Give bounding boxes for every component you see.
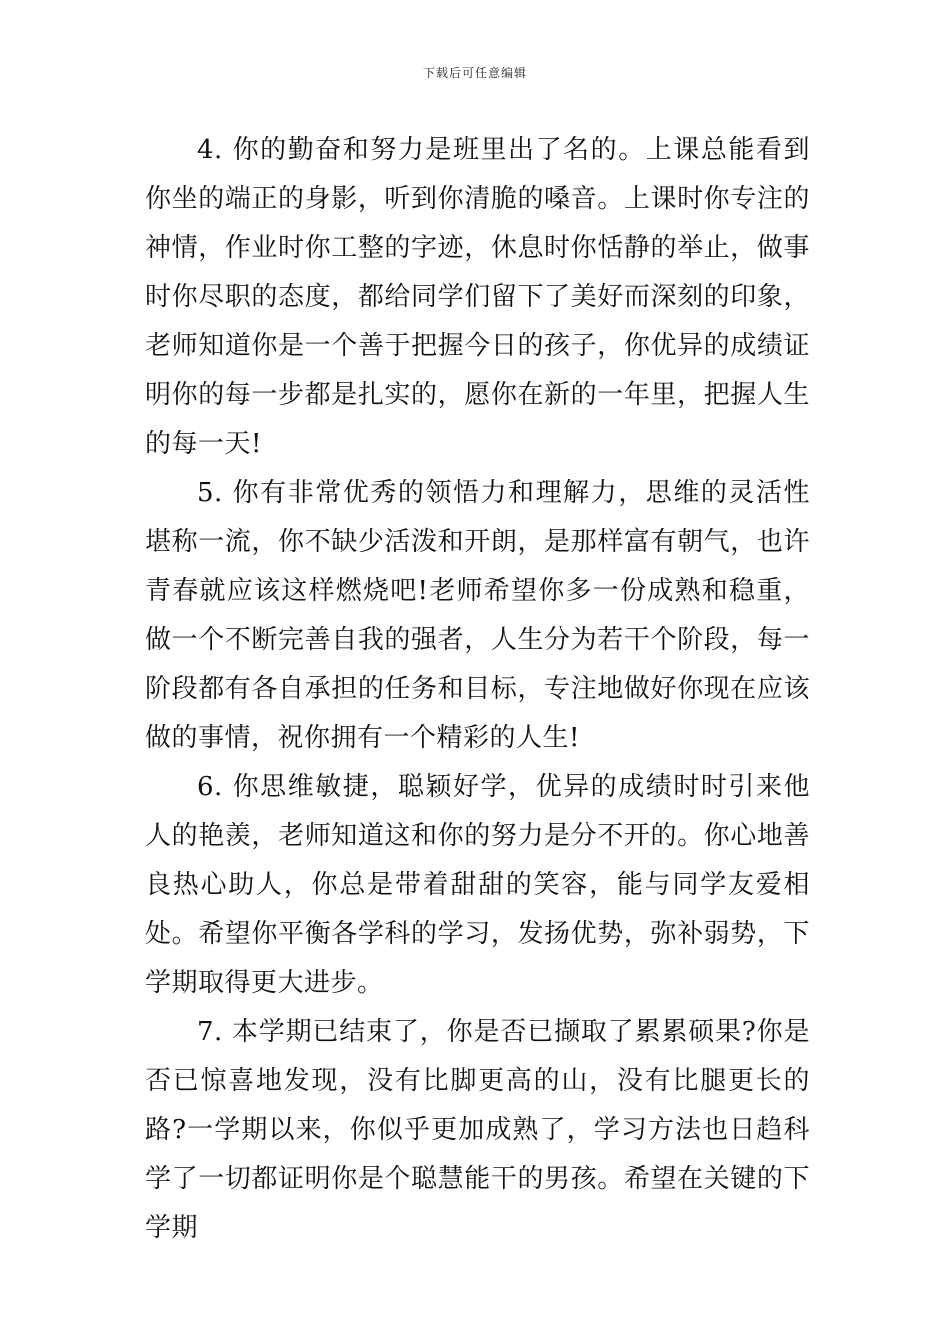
- document-body: [145, 126, 810, 1253]
- header-note: 下载后可任意编辑: [422, 66, 527, 80]
- paragraph-4: 4. 你的勤奋和努力是班里出了名的。上课总能看到你坐的端正的身影，听到你清脆的嗓音。上课时你专注的神情，作业时你工整的字迹，休息时你恬静的举止，做事时你尽职的态度，都给同学们留下了美好而深刻的印象，老师知道你是一个善于把握今日的孩子，你优异的成绩证明你的每一步都是扎实的，愿你在新的一年里，把握人生的每一天!: [145, 135, 810, 459]
- paragraph-6: 6. 你思维敏捷，聪颖好学，优异的成绩时时引来他人的艳羡，老师知道这和你的努力是分不开的。你心地善良热心助人，你总是带着甜甜的笑容，能与同学友爱相处。希望你平衡各学科的学习，发扬优势，弥补弱势，下学期取得更大进步。: [145, 772, 810, 998]
- paragraph-5: 5. 你有非常优秀的领悟力和理解力，思维的灵活性堪称一流，你不缺少活泼和开朗，是那样富有朝气，也许青春就应该这样燃烧吧!老师希望你多一份成熟和稳重，做一个不断完善自我的强者，人生分为若干个阶段，每一阶段都有各自承担的任务和目标，专注地做好你现在应该做的事情，祝你拥有一个精彩的人生!: [145, 478, 810, 753]
- paragraph-7: 7. 本学期已结束了，你是否已撷取了累累硕果?你是否已惊喜地发现，没有比脚更高的山，没有比腿更长的路?一学期以来，你似乎更加成熟了，学习方法也日趋科学了一切都证明你是个聪慧能干的男孩。希望在关键的下学期: [145, 1017, 810, 1243]
